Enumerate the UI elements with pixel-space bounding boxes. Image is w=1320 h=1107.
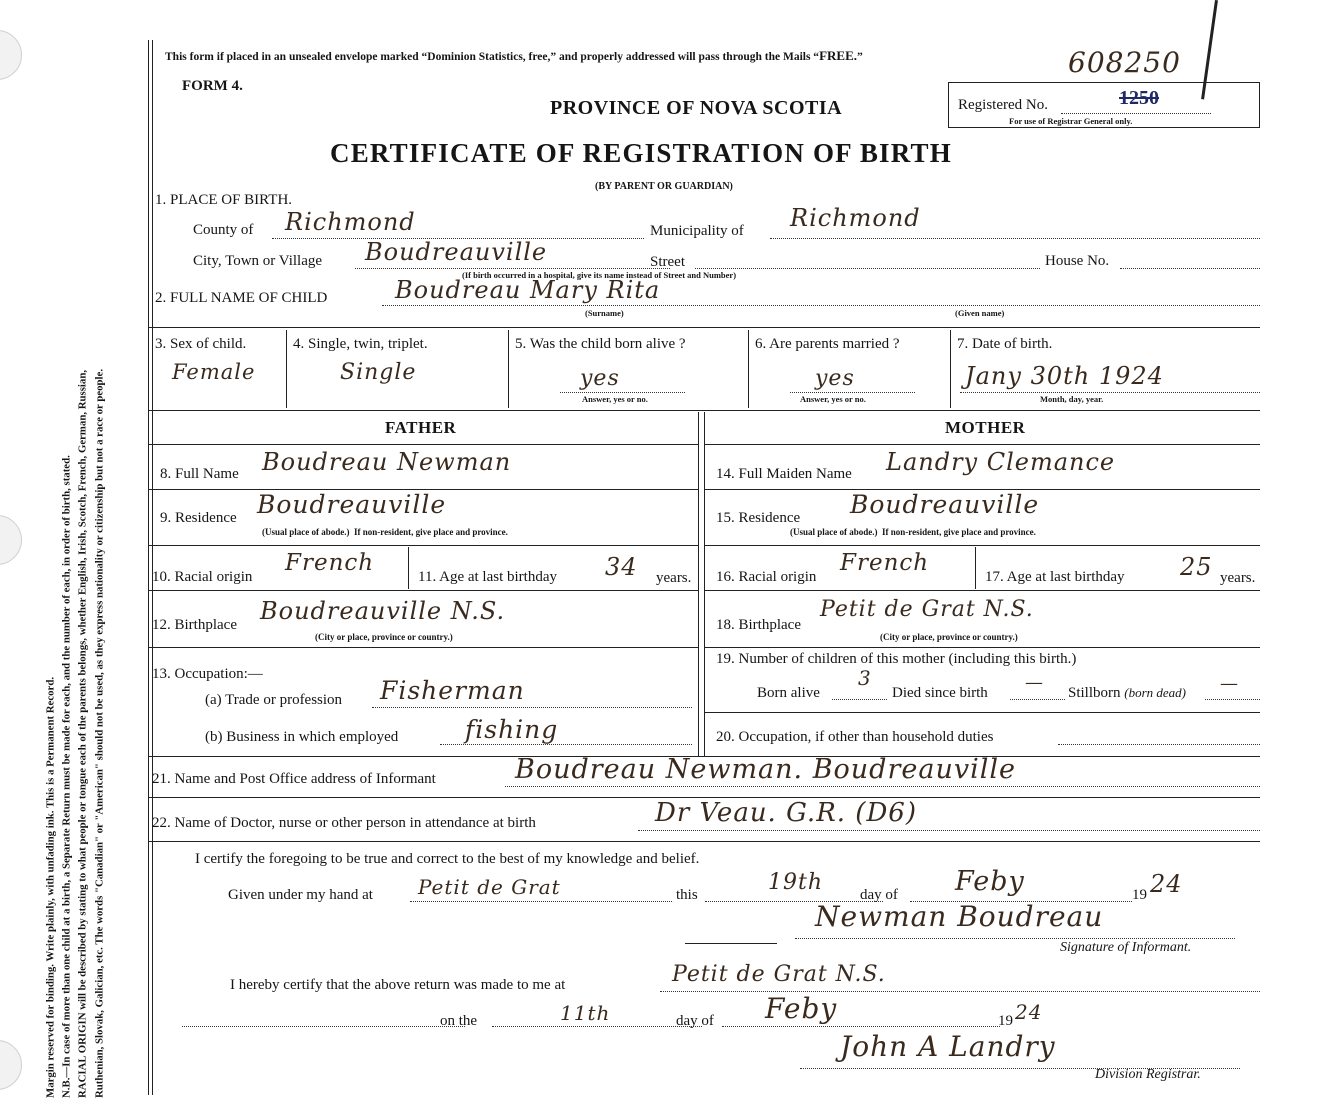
mother-row-line-4 [704, 647, 1260, 648]
informant-signature: Newman Boudreau [815, 900, 1104, 933]
details-divider-1 [286, 330, 287, 408]
registrar-caption: Division Registrar. [1095, 1067, 1201, 1082]
father-racial-divider [408, 547, 409, 589]
county-label: County of [193, 222, 254, 238]
stillborn-note: (born dead) [1124, 685, 1187, 700]
details-top-line [148, 327, 1260, 328]
father-residence-note-a: (Usual place of abode.) [262, 527, 350, 537]
municipality-line [770, 238, 1260, 239]
stillborn-label [1068, 685, 1186, 702]
born-alive-value: yes [580, 366, 620, 391]
details-divider-4 [950, 330, 951, 408]
given-under-hand-label: Given under my hand at [228, 887, 373, 903]
place-of-birth-heading: 1. PLACE OF BIRTH. [155, 192, 293, 208]
parents-married-value: yes [815, 366, 855, 391]
father-age-unit: years. [656, 570, 692, 586]
mother-row-line-5 [704, 712, 1260, 713]
informant-signature-caption: Signature of Informant. [1060, 940, 1192, 955]
born-alive-line [560, 392, 685, 393]
doctor-value: Dr Veau. G.R. (D6) [655, 798, 917, 828]
father-residence-label: 9. Residence [160, 510, 237, 526]
margin-line-1: Margin reserved for binding. Write plainly, with unfading ink. This is a Permanent Record. [44, 676, 57, 1098]
mother-occupation-line [1058, 744, 1260, 745]
child-name-value: Boudreau Mary Rita [395, 276, 661, 304]
father-birthplace-note: (City or place, province or country.) [315, 632, 453, 642]
details-divider-3 [748, 330, 749, 408]
postal-note-close: ” [856, 51, 863, 63]
registered-value: 1250 [1119, 87, 1159, 109]
mother-birthplace-label: 18. Birthplace [716, 617, 801, 633]
left-frame-line [148, 40, 149, 1095]
father-name-value: Boudreau Newman [262, 448, 512, 476]
father-heading-line [148, 444, 698, 445]
father-age-label: 11. Age at last birthday [418, 569, 557, 585]
mother-residence-label: 15. Residence [716, 510, 801, 526]
doctor-bottom-line [148, 841, 1260, 842]
registered-underline [1061, 113, 1211, 114]
left-frame-line-inner [152, 40, 153, 1095]
mother-age-label: 17. Age at last birthday [985, 569, 1125, 585]
father-trade-line [372, 707, 692, 708]
registered-number-box [948, 82, 1260, 128]
given-day-value: 19th [768, 870, 824, 895]
mother-racial-origin-label: 16. Racial origin [716, 569, 817, 585]
informant-signature-line [795, 938, 1235, 939]
hospital-note: (If birth occurred in a hospital, give its name instead of Street and Number) [462, 270, 737, 280]
given-place-value: Petit de Grat [418, 875, 561, 899]
signature-short-rule [685, 943, 777, 944]
father-trade-label: (a) Trade or profession [205, 692, 343, 708]
plurality-value: Single [340, 360, 417, 385]
given-name-note: (Given name) [955, 308, 1005, 318]
mother-racial-origin-value: French [840, 550, 930, 576]
registrar-leading-line [182, 1026, 465, 1027]
father-racial-origin-value: French [285, 550, 375, 576]
father-age-value: 34 [605, 553, 638, 581]
father-row-line-2 [148, 545, 698, 546]
informant-line [505, 786, 1260, 787]
margin-instructions [43, 8, 108, 1098]
registrar-month-line [722, 1026, 1000, 1027]
municipality-value: Richmond [790, 204, 921, 232]
doctor-label: 22. Name of Doctor, nurse or other person in attendance at birth [152, 815, 536, 831]
father-business-label: (b) Business in which employed [205, 729, 399, 745]
died-since-birth-line [1010, 699, 1065, 700]
street-line [695, 268, 1040, 269]
child-name-label: 2. FULL NAME OF CHILD [155, 290, 328, 306]
date-of-birth-label: 7. Date of birth. [957, 336, 1053, 352]
mother-heading-line [704, 444, 1260, 445]
margin-line-2: N.B.—In case of more than one child at a birth, a Separate Return must be made for each, and the number of each, in order of birth, stated. [60, 455, 73, 1098]
registrar-on-the-label: on the [440, 1013, 478, 1029]
mother-residence-note [790, 527, 1036, 537]
father-business-value: fishing [465, 715, 559, 744]
certificate-subtitle: (BY PARENT OR GUARDIAN) [595, 181, 733, 192]
child-name-line [382, 305, 1260, 306]
stillborn-value: — [1220, 673, 1239, 694]
mother-heading: MOTHER [945, 418, 1026, 437]
registrar-place-line [660, 991, 1260, 992]
mother-racial-divider [975, 547, 976, 589]
given-this-label: this [676, 887, 698, 903]
date-of-birth-line [960, 392, 1260, 393]
registered-label: Registered No. [958, 97, 1048, 113]
father-business-line [440, 744, 692, 745]
registrar-signature: John A Landry [840, 1030, 1056, 1063]
mother-age-unit: years. [1220, 570, 1256, 586]
parents-center-line-b [704, 412, 705, 756]
father-name-label: 8. Full Name [160, 466, 239, 482]
mother-residence-note-a: (Usual place of abode.) [790, 527, 878, 537]
postal-note-free: FREE. [819, 48, 857, 63]
father-row-line-4 [148, 647, 698, 648]
father-residence-value: Boudreauville [257, 490, 447, 519]
born-alive-count-label: Born alive [757, 685, 820, 701]
form-number: FORM 4. [182, 78, 243, 94]
mother-children-label: 19. Number of children of this mother (including this birth.) [716, 651, 1077, 667]
mother-name-value: Landry Clemance [886, 448, 1116, 476]
father-occupation-label: 13. Occupation:— [152, 666, 263, 682]
details-divider-2 [508, 330, 509, 408]
municipality-label: Municipality of [650, 223, 744, 239]
registrar-day-value: 11th [560, 1001, 611, 1025]
born-alive-count-value: 3 [858, 666, 872, 690]
registrar-statement: I hereby certify that the above return was made to me at [230, 977, 566, 993]
given-place-line [410, 901, 672, 902]
given-year-prefix: 19 [1132, 887, 1147, 903]
father-birthplace-label: 12. Birthplace [152, 617, 237, 633]
registrar-day-line [492, 1026, 702, 1027]
given-month-value: Feby [955, 866, 1025, 897]
father-heading: FATHER [385, 418, 457, 437]
street-label: Street [650, 254, 685, 270]
mother-residence-note-b: If non-resident, give place and province. [882, 527, 1036, 537]
city-value: Boudreauville [365, 238, 548, 266]
date-of-birth-note: Month, day, year. [1040, 394, 1104, 404]
certificate-title: CERTIFICATE OF REGISTRATION OF BIRTH [330, 138, 952, 168]
province-heading: PROVINCE OF NOVA SCOTIA [550, 97, 843, 119]
father-residence-note [262, 527, 508, 537]
registrar-year-prefix: 19 [998, 1013, 1013, 1029]
informant-value: Boudreau Newman. Boudreauville [515, 754, 1016, 785]
mother-age-value: 25 [1180, 553, 1213, 581]
stillborn-label-text: Stillborn [1068, 685, 1121, 701]
binding-margin [0, 0, 150, 1107]
died-since-birth-label: Died since birth [892, 685, 988, 701]
plurality-label: 4. Single, twin, triplet. [293, 336, 428, 352]
died-since-birth-value: — [1025, 672, 1044, 693]
handwritten-registration-number: 608250 [1068, 46, 1181, 79]
mother-row-line-3 [704, 590, 1260, 591]
house-number-line [1120, 268, 1260, 269]
stillborn-line [1205, 699, 1260, 700]
surname-note: (Surname) [585, 308, 624, 318]
margin-line-4: Ruthenian, Slovak, Galician, etc. The words "Canadian" or "American" should not be used, as they express nationality or citizenship but not a race or people. [93, 368, 106, 1098]
parents-center-line-a [698, 412, 699, 756]
postal-note-text: This form if placed in an unsealed envelope marked “Dominion Statistics, free,” and properly addressed will pass through the Mails “ [165, 51, 820, 63]
sex-label: 3. Sex of child. [155, 336, 247, 352]
given-year-value: 24 [1150, 870, 1183, 898]
registrar-year-value: 24 [1015, 1000, 1043, 1024]
registrar-month-value: Feby [765, 992, 838, 1025]
date-of-birth-value: Jany 30th 1924 [965, 362, 1164, 390]
born-alive-note: Answer, yes or no. [582, 394, 648, 404]
city-label: City, Town or Village [193, 253, 323, 269]
registrar-use-note: For use of Registrar General only. [1009, 116, 1133, 126]
given-day-of-label: day of [860, 887, 898, 903]
mother-occupation-label: 20. Occupation, if other than household duties [716, 729, 994, 745]
registrar-day-of-label: day of [676, 1013, 714, 1029]
parents-top-line [148, 410, 1260, 411]
registrar-place-value: Petit de Grat N.S. [672, 962, 886, 987]
city-line [355, 268, 670, 269]
parents-married-note: Answer, yes or no. [800, 394, 866, 404]
father-residence-note-b: If non-resident, give place and province. [354, 527, 508, 537]
mother-residence-value: Boudreauville [850, 490, 1040, 519]
father-row-line-3 [148, 590, 698, 591]
informant-label: 21. Name and Post Office address of Informant [152, 771, 436, 787]
mother-birthplace-value: Petit de Grat N.S. [820, 597, 1034, 622]
mother-name-label: 14. Full Maiden Name [716, 466, 852, 482]
parents-married-label: 6. Are parents married ? [755, 336, 900, 352]
parents-married-line [790, 392, 915, 393]
doctor-line [638, 830, 1260, 831]
father-birthplace-value: Boudreauville N.S. [260, 597, 506, 625]
mother-row-line-2 [704, 545, 1260, 546]
father-trade-value: Fisherman [380, 676, 525, 705]
mother-birthplace-note: (City or place, province or country.) [880, 632, 1018, 642]
sex-value: Female [172, 360, 256, 384]
house-number-label: House No. [1045, 253, 1110, 269]
born-alive-count-line [832, 699, 887, 700]
county-value: Richmond [285, 208, 416, 236]
certification-statement: I certify the foregoing to be true and correct to the best of my knowledge and belief. [195, 851, 700, 867]
margin-line-3: RACIAL ORIGIN will be described by stating to what people or tongue each of the parents belongs, whether English, Irish, Scotch, French, German, Russian, [77, 369, 89, 1098]
postal-note [165, 48, 863, 64]
father-racial-origin-label: 10. Racial origin [152, 569, 253, 585]
born-alive-label: 5. Was the child born alive ? [515, 336, 686, 352]
